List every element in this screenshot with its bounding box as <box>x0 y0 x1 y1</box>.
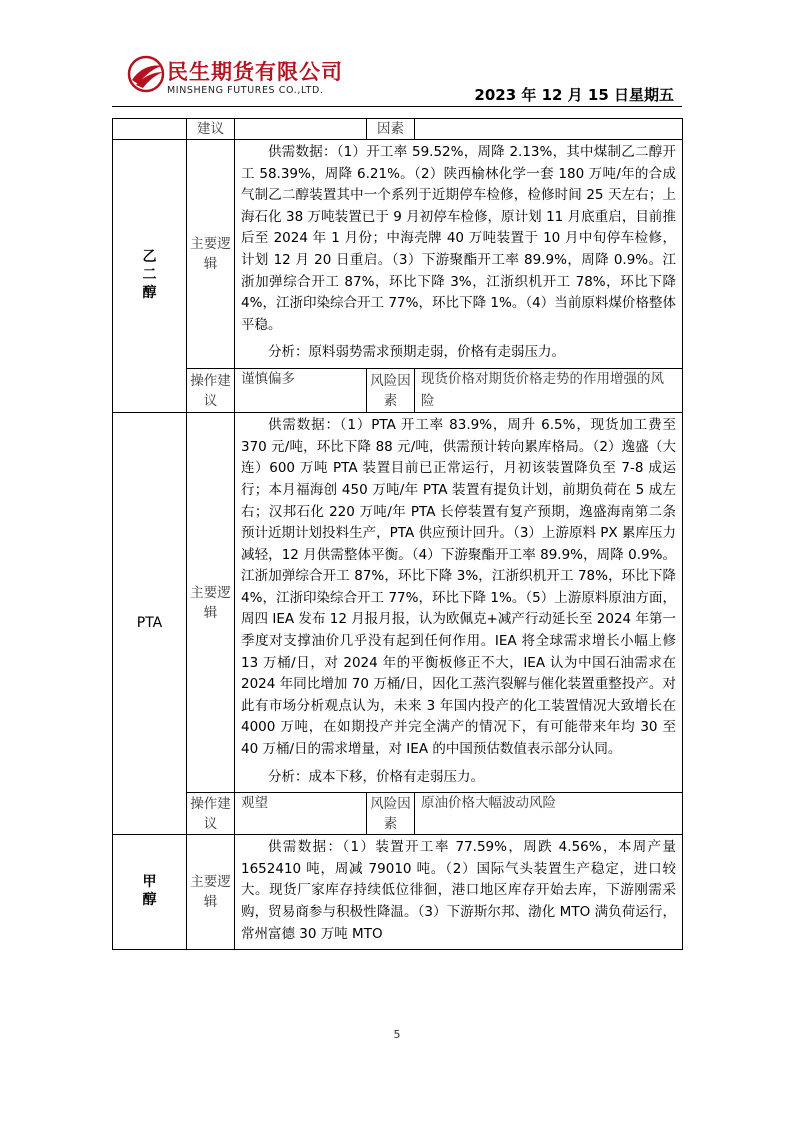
risk-label-cell: 风险因素 <box>367 793 415 835</box>
empty-product-cell <box>113 119 187 140</box>
risk-value-cell <box>415 119 683 140</box>
op-value-cell: 谨慎偏多 <box>235 368 367 412</box>
table-row-pta-op <box>113 793 683 835</box>
risk-value-cell: 现货价格对期货价格走势的作用增强的风险 <box>415 368 683 412</box>
product-cell-meg <box>113 140 187 413</box>
logic-body-cell <box>235 413 683 793</box>
table-row-carryover <box>113 119 683 140</box>
product-name: 甲醇 <box>142 873 157 908</box>
supply-demand-text: 供需数据：（1）开工率 59.52%，周降 2.13%，其中煤制乙二醇开工 58.39%，周降 6.21%。（2）陕西榆林化学一套 180 万吨/年的合成气制乙二醇装置其中一个系列于近期停车检修，检修时间 25 天左右；上海石化 38 万吨装置已于 9 月初停车检修，原计划 11 月底重启，目前推后至 2024 年 1 月份；中海壳牌 40 万吨装置于 10 月中旬停车检修，计划 12 月 20 日重启。（3）下游聚酯开工率 89.9%，周降 0.9%。江浙加弹综合开工 87%，环比下降 3%，江浙织机开工 78%，环比下降 4%，江浙印染综合开工 77%，环比下降 1%。（4）当前原料煤价格整体平稳。 <box>241 144 676 333</box>
company-name-en: MINSHENG FUTURES CO.,LTD. <box>167 85 324 96</box>
logic-label-cell: 主要逻辑 <box>187 835 235 950</box>
report-date: 2023 年 12 月 15 日星期五 <box>474 86 674 104</box>
logic-body-cell <box>235 835 683 950</box>
analysis-text: 分析：成本下移，价格有走弱压力。 <box>268 768 484 785</box>
product-name: PTA <box>136 614 163 631</box>
op-label-cell: 操作建议 <box>187 368 235 412</box>
table-row-meg-op <box>113 368 683 412</box>
header-rule <box>112 106 682 107</box>
logic-label-cell: 主要逻辑 <box>187 413 235 793</box>
company-name-cn: 民生期货有限公司 <box>167 60 343 84</box>
op-label-cell: 建议 <box>187 119 235 140</box>
table-row-methanol-logic <box>113 835 683 950</box>
page-number: 5 <box>393 1028 401 1041</box>
supply-demand-text: 供需数据：（1）装置开工率 77.59%，周跌 4.56%，本周产量 1652410 吨，周减 79010 吨。（2）国际气头装置生产稳定，进口较大。现货厂家库存持续低位徘徊，港口地区库存开始去库，下游刚需采购，贸易商参与积极性降温。（3）下游斯尔邦、渤化 MTO 满负荷运行，常州富德 30 万吨 MTO <box>241 839 676 942</box>
risk-label-cell: 风险因素 <box>367 368 415 412</box>
table-row-pta-logic <box>113 413 683 793</box>
product-cell-methanol <box>113 835 187 950</box>
op-value-cell: 观望 <box>235 793 367 835</box>
table-row-meg-logic <box>113 140 683 369</box>
supply-demand-text: 供需数据：（1）PTA 开工率 83.9%，周升 6.5%，现货加工费至 370 元/吨，环比下降 88 元/吨，供需预计转向累库格局。（2）逸盛（大连）600 万吨 PTA 装置目前已正常运行，月初该装置降负至 7-8 成运行；本月福海创 450 万吨/年 PTA 装置有提负计划，前期负荷在 5 成左右；汉邦石化 220 万吨/年 PTA 长停装置有复产预期，逸盛海南第二条预计近期计划投料生产，PTA 供应预计回升。（3）上游原料 PX 累库压力减轻，12 月供需整体平衡。（4）下游聚酯开工率 89.9%，周降 0.9%。江浙加弹综合开工 87%，环比下降 3%，江浙织机开工 78%，环比下降 4%，江浙印染综合开工 77%，环比下降 1%。（5）上游原料原油方面，周四 IEA 发布 12 月报月报，认为欧佩克+减产行动延长至 2024 年第一季度对支撑油价几乎没有起到任何作用。IEA 将全球需求增长小幅上修 13 万桶/日，对 2024 年的平衡板修正不大，IEA 认为中国石油需求在 2024 年同比增加 70 万桶/日，因化工蒸汽裂解与催化装置重整投产。对此有市场分析观点认为，未来 3 年国内投产的化工装置情况大致增长在 4000 万吨，在如期投产并完全满产的情况下，有可能带来年均 30 至 40 万桶/日的需求增量，对 IEA 的中国预估数值表示部分认同。 <box>241 417 676 758</box>
analysis-text: 分析：原料弱势需求预期走弱，价格有走弱压力。 <box>268 344 565 361</box>
logic-body-cell <box>235 140 683 369</box>
page-header <box>0 0 794 118</box>
op-label-cell: 操作建议 <box>187 793 235 835</box>
risk-label-cell: 因素 <box>367 119 415 140</box>
risk-value-cell: 原油价格大幅波动风险 <box>415 793 683 835</box>
logic-label-cell: 主要逻辑 <box>187 140 235 369</box>
minsheng-logo-icon <box>126 54 166 94</box>
product-cell-pta <box>113 413 187 835</box>
product-name: 乙二醇 <box>142 248 157 301</box>
op-value-cell <box>235 119 367 140</box>
commodity-table <box>112 118 683 950</box>
